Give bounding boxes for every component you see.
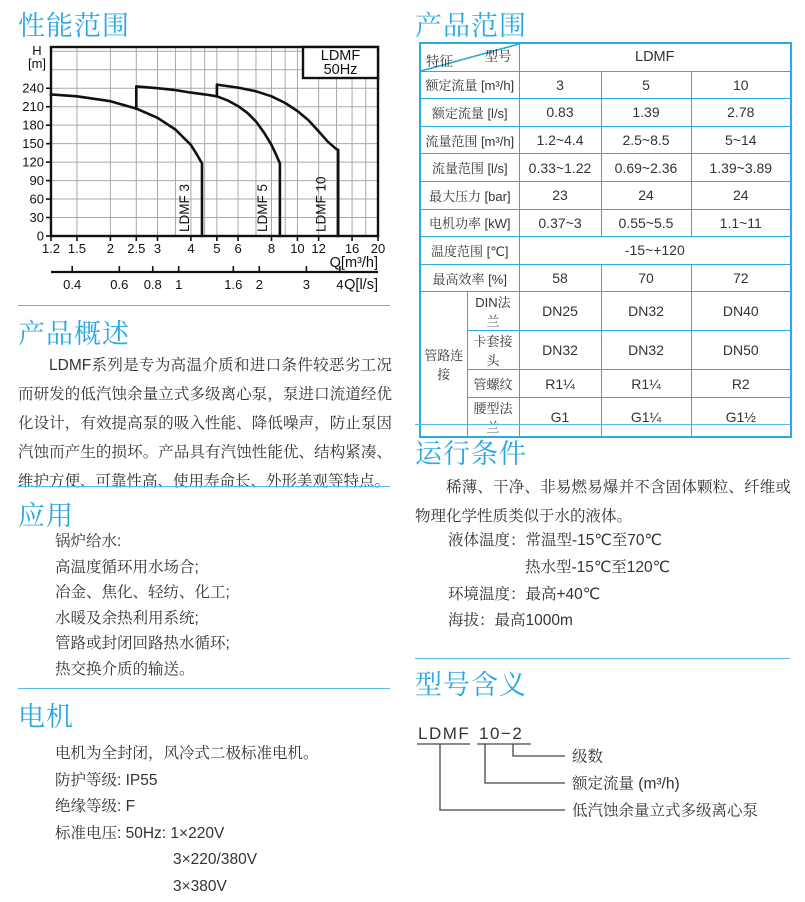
y-tick-label: 90 xyxy=(29,173,44,189)
model-prefix-text: LDMF xyxy=(418,724,471,743)
row-value: 5 xyxy=(601,71,691,99)
corner-feature-label: 特征 xyxy=(426,53,453,69)
row-value: DN50 xyxy=(691,331,791,370)
product-range-table xyxy=(419,42,792,438)
x-axis-label: Q[m³/h] xyxy=(329,255,378,271)
table-model-header: LDMF xyxy=(519,43,791,71)
row-value: 58 xyxy=(519,264,601,292)
legend-text: 50Hz xyxy=(323,62,358,78)
secondary-tick-label: 0.6 xyxy=(110,277,129,292)
motor-voltage-line: 3×220/380V xyxy=(173,851,258,869)
row-value: DN32 xyxy=(519,331,601,370)
table-row xyxy=(420,264,791,292)
table-row xyxy=(420,99,791,127)
connection-row-label: 腰型法兰 xyxy=(467,397,519,437)
section-divider xyxy=(415,658,790,659)
row-value: 2.5~8.5 xyxy=(601,126,691,154)
model-part-label: 级数 xyxy=(572,748,604,766)
model-connector-line xyxy=(513,744,565,756)
motor-heading: 电机 xyxy=(18,702,74,732)
application-item: 高温度循环用水场合; xyxy=(55,558,199,576)
table-row xyxy=(420,370,791,398)
x-tick-label: 8 xyxy=(267,241,276,256)
performance-range-heading: 性能范围 xyxy=(18,11,130,41)
table-row xyxy=(420,126,791,154)
row-value: 2.78 xyxy=(691,99,791,127)
row-label: 最大压力 [bar] xyxy=(420,181,519,209)
model-suffix-text: 10−2 xyxy=(479,724,524,743)
row-label: 流量范围 [m³/h] xyxy=(420,126,519,154)
table-corner-cell xyxy=(420,43,519,71)
secondary-tick-label: 3 xyxy=(302,277,310,292)
secondary-tick-label: 0.4 xyxy=(63,277,82,292)
row-value: 23 xyxy=(519,181,601,209)
row-value: DN32 xyxy=(601,331,691,370)
y-tick-label: 240 xyxy=(22,80,44,96)
section-divider xyxy=(415,424,790,425)
operating-conditions-list xyxy=(415,528,670,635)
application-list xyxy=(55,529,230,683)
secondary-tick-label: 1.6 xyxy=(224,277,243,292)
connection-row-label: DIN法兰 xyxy=(467,292,519,331)
row-value: G1¼ xyxy=(601,397,691,437)
table-row xyxy=(420,209,791,237)
performance-chart xyxy=(18,43,392,295)
application-item: 冶金、焦化、轻纺、化工; xyxy=(55,584,230,602)
secondary-tick-label: 0.8 xyxy=(143,277,162,292)
connection-row-label: 管螺纹 xyxy=(467,370,519,398)
table-row xyxy=(420,154,791,182)
operating-conditions-intro: 稀薄、干净、非易燃易爆并不含固体颗粒、纤维或物理化学性质类似于水的液体。 xyxy=(415,479,791,525)
x-tick-label: 12 xyxy=(311,241,326,256)
secondary-tick-label: 4 xyxy=(336,277,344,292)
table-row xyxy=(420,331,791,370)
y-axis-label: [m] xyxy=(27,56,47,71)
x-tick-label: 4 xyxy=(187,241,195,256)
section-divider xyxy=(18,688,390,689)
row-value: 1.39~3.89 xyxy=(691,154,791,182)
x-tick-label: 2.5 xyxy=(127,241,146,256)
model-meaning-heading: 型号含义 xyxy=(415,670,527,700)
table-row xyxy=(420,71,791,99)
x-tick-label: 16 xyxy=(344,241,360,256)
row-label: 流量范围 [l/s] xyxy=(420,154,519,182)
x-tick-label: 3 xyxy=(153,241,162,256)
row-value: 0.37~3 xyxy=(519,209,601,237)
product-range-heading: 产品范围 xyxy=(415,11,527,41)
row-label: 电机功率 [kW] xyxy=(420,209,519,237)
x-tick-label: 1.2 xyxy=(41,241,61,256)
row-value: 24 xyxy=(601,181,691,209)
y-tick-label: 30 xyxy=(29,210,44,226)
table-row xyxy=(420,181,791,209)
connection-row-label: 卡套接头 xyxy=(467,331,519,370)
secondary-tick-label: 1 xyxy=(175,277,183,292)
model-part-label: 额定流量 (m³/h) xyxy=(572,775,680,793)
section-divider xyxy=(18,305,390,306)
x-tick-label: 2 xyxy=(106,241,114,256)
row-value: 0.33~1.22 xyxy=(519,154,601,182)
table-row xyxy=(420,237,791,265)
model-meaning-diagram xyxy=(415,712,790,830)
row-value: 3 xyxy=(519,71,601,99)
x-tick-label: 1.5 xyxy=(67,241,86,256)
table-row xyxy=(420,397,791,437)
application-item: 热交换介质的输送。 xyxy=(55,660,195,678)
curve-label: LDMF 5 xyxy=(255,183,271,232)
x-tick-label: 6 xyxy=(234,241,242,256)
row-value: 1.1~11 xyxy=(691,209,791,237)
motor-spec-line: 绝缘等级: F xyxy=(55,798,136,816)
motor-spec-line: 防护等级: IP55 xyxy=(55,771,158,789)
y-tick-label: 210 xyxy=(22,99,44,115)
row-value: R1¼ xyxy=(519,370,601,398)
curve-label: LDMF 10 xyxy=(313,176,329,232)
y-tick-label: 60 xyxy=(29,191,44,207)
row-value: R2 xyxy=(691,370,791,398)
row-value: DN25 xyxy=(519,292,601,331)
row-value: 24 xyxy=(691,181,791,209)
row-value: 10 xyxy=(691,71,791,99)
section-divider xyxy=(18,486,390,487)
row-value: 5~14 xyxy=(691,126,791,154)
row-label: 额定流量 [l/s] xyxy=(420,99,519,127)
x-tick-label: 5 xyxy=(213,241,221,256)
x-tick-label: 20 xyxy=(370,241,386,256)
row-label: 最高效率 [%] xyxy=(420,264,519,292)
row-value: 0.83 xyxy=(519,99,601,127)
row-value: G1 xyxy=(519,397,601,437)
motor-voltage-line: 3×380V xyxy=(173,877,227,895)
y-tick-label: 0 xyxy=(36,228,44,244)
row-label: 额定流量 [m³/h] xyxy=(420,71,519,99)
operating-conditions-heading: 运行条件 xyxy=(415,439,527,469)
application-heading: 应用 xyxy=(18,501,74,531)
row-value: 1.39 xyxy=(601,99,691,127)
y-tick-label: 120 xyxy=(22,154,44,170)
corner-model-label: 型号 xyxy=(484,49,512,64)
operating-condition-line: 液体温度：常温型-15℃至70℃ xyxy=(448,532,662,549)
product-overview-text: LDMF系列是专为高温介质和进口条件较恶劣工况而研发的低汽蚀余量立式多级离心泵，泵进口流道经优化设计，有效提高泵的吸入性能、降低噪声，防止泵因汽蚀而产生的损坏。产品具有汽蚀性能优、结构紧凑、维护方便、可靠性高、使用寿命长、外形美观等特点。 xyxy=(18,357,392,490)
table-row xyxy=(420,292,791,331)
model-part-label: 低汽蚀余量立式多级离心泵 xyxy=(572,802,759,820)
application-item: 锅炉给水: xyxy=(55,533,122,550)
y-axis-label: H xyxy=(32,43,42,58)
row-value: 72 xyxy=(691,264,791,292)
row-value: 0.55~5.5 xyxy=(601,209,691,237)
row-span-value: -15~+120 xyxy=(519,237,791,265)
secondary-axis-label: Q[l/s] xyxy=(344,277,378,293)
motor-spec-line: 标准电压: 50Hz: 1×220V xyxy=(55,824,225,842)
row-value: 1.2~4.4 xyxy=(519,126,601,154)
motor-spec-list xyxy=(55,741,319,901)
row-value: R1¼ xyxy=(601,370,691,398)
legend-text: LDMF xyxy=(320,48,361,64)
y-tick-label: 150 xyxy=(22,136,44,152)
product-overview-heading: 产品概述 xyxy=(18,319,130,349)
y-tick-label: 180 xyxy=(22,117,44,133)
application-item: 管路或封闭回路热水循环; xyxy=(55,635,230,653)
table-header-row xyxy=(420,43,791,71)
row-value: DN32 xyxy=(601,292,691,331)
operating-condition-line: 环境温度：最高+40℃ xyxy=(448,585,601,603)
row-label: 温度范围 [℃] xyxy=(420,237,519,265)
row-value: 0.69~2.36 xyxy=(601,154,691,182)
row-value: 70 xyxy=(601,264,691,292)
motor-spec-line: 电机为全封闭，风冷式二极标准电机。 xyxy=(55,745,319,762)
application-item: 水暖及余热利用系统; xyxy=(55,609,199,627)
row-value: DN40 xyxy=(691,292,791,331)
row-value: G1½ xyxy=(691,397,791,437)
connection-group-label: 管路连接 xyxy=(420,292,467,437)
secondary-tick-label: 2 xyxy=(255,277,263,292)
curve-label: LDMF 3 xyxy=(176,183,192,232)
operating-condition-line: 海拔：最高1000m xyxy=(448,612,573,630)
model-connector-line xyxy=(440,744,565,810)
x-tick-label: 10 xyxy=(290,241,305,256)
operating-condition-line: 热水型-15℃至120℃ xyxy=(525,558,671,576)
model-connector-line xyxy=(485,744,565,783)
